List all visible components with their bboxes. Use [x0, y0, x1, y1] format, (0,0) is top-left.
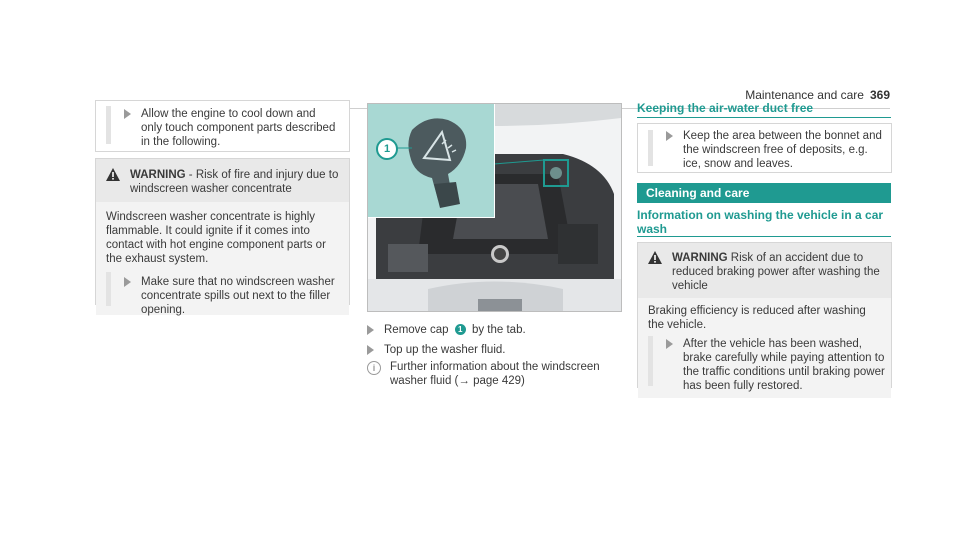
warning-triangle-icon: [648, 251, 662, 264]
step-item: [124, 107, 339, 149]
step-item: [666, 337, 886, 393]
engine-bay-image: [367, 103, 622, 312]
warning-title: - Risk of fire and injury due to windscreen washer concentrate: [130, 169, 339, 195]
heading-rule: [637, 117, 891, 118]
washer-cap-icon: [368, 104, 494, 217]
info-text[interactable]: Further information about the windscreen washer fluid (→ page 429): [390, 361, 600, 387]
middle-steps: [367, 323, 620, 388]
arrow-icon: [367, 325, 374, 335]
step-box-duct: [637, 123, 892, 173]
warning-text: Braking efficiency is reduced after washing the vehicle.: [648, 305, 866, 331]
arrow-icon: [666, 131, 673, 141]
page-number: 369: [869, 88, 890, 102]
heading-air-water-duct: Keeping the air-water duct free: [637, 101, 814, 115]
warning-title: Risk of an accident due to reduced braking power after washing the vehicle: [672, 252, 880, 292]
step-text: Make sure that no windscreen washer concentrate spills out next to the filler opening.: [141, 276, 335, 316]
arrow-icon: [367, 345, 374, 355]
step-box-cool-engine: [95, 100, 350, 152]
warning-header: [96, 159, 349, 202]
step-text: After the vehicle has been washed, brake carefully while paying attention to the traffic conditions until braking power has been fully restored.: [683, 338, 885, 392]
image-callout-1: 1: [376, 138, 398, 160]
step-text: Keep the area between the bonnet and the windscreen free of deposits, e.g. ice, snow and leaves.: [683, 130, 882, 170]
warning-label: WARNING: [672, 252, 728, 264]
callout-1-icon: 1: [455, 324, 466, 335]
info-note: [367, 360, 620, 388]
inset-panel: [368, 104, 495, 218]
step-item: [124, 275, 339, 317]
warning-box-car-wash: [637, 242, 892, 392]
step-text: Top up the washer fluid.: [384, 344, 506, 356]
arrow-icon: [666, 339, 673, 349]
warning-body: [638, 298, 891, 398]
arrow-icon: [124, 109, 131, 119]
heading-rule: [637, 236, 891, 237]
warning-box-washer: [95, 158, 350, 316]
step-text: Allow the engine to cool down and only touch component parts described in the following.: [141, 108, 336, 148]
arrow-icon: [124, 277, 131, 287]
section-band-cleaning: Cleaning and care: [637, 183, 891, 203]
warning-label: WARNING: [130, 169, 186, 181]
warning-text: Windscreen washer concentrate is highly flammable. It could ignite if it comes into contact with hot engine component parts or the exhaust system.: [106, 211, 326, 265]
running-header: [745, 88, 890, 102]
step-item: Remove cap 1 by the tab.: [367, 323, 620, 337]
section-title: Maintenance and care: [745, 88, 864, 102]
step-item: [666, 129, 886, 171]
warning-body: [96, 202, 349, 315]
warning-triangle-icon: [106, 168, 120, 181]
heading-car-wash: Information on washing the vehicle in a car wash: [637, 208, 884, 236]
warning-header: [638, 243, 891, 298]
step-item: [367, 343, 620, 357]
info-icon: i: [367, 361, 381, 375]
